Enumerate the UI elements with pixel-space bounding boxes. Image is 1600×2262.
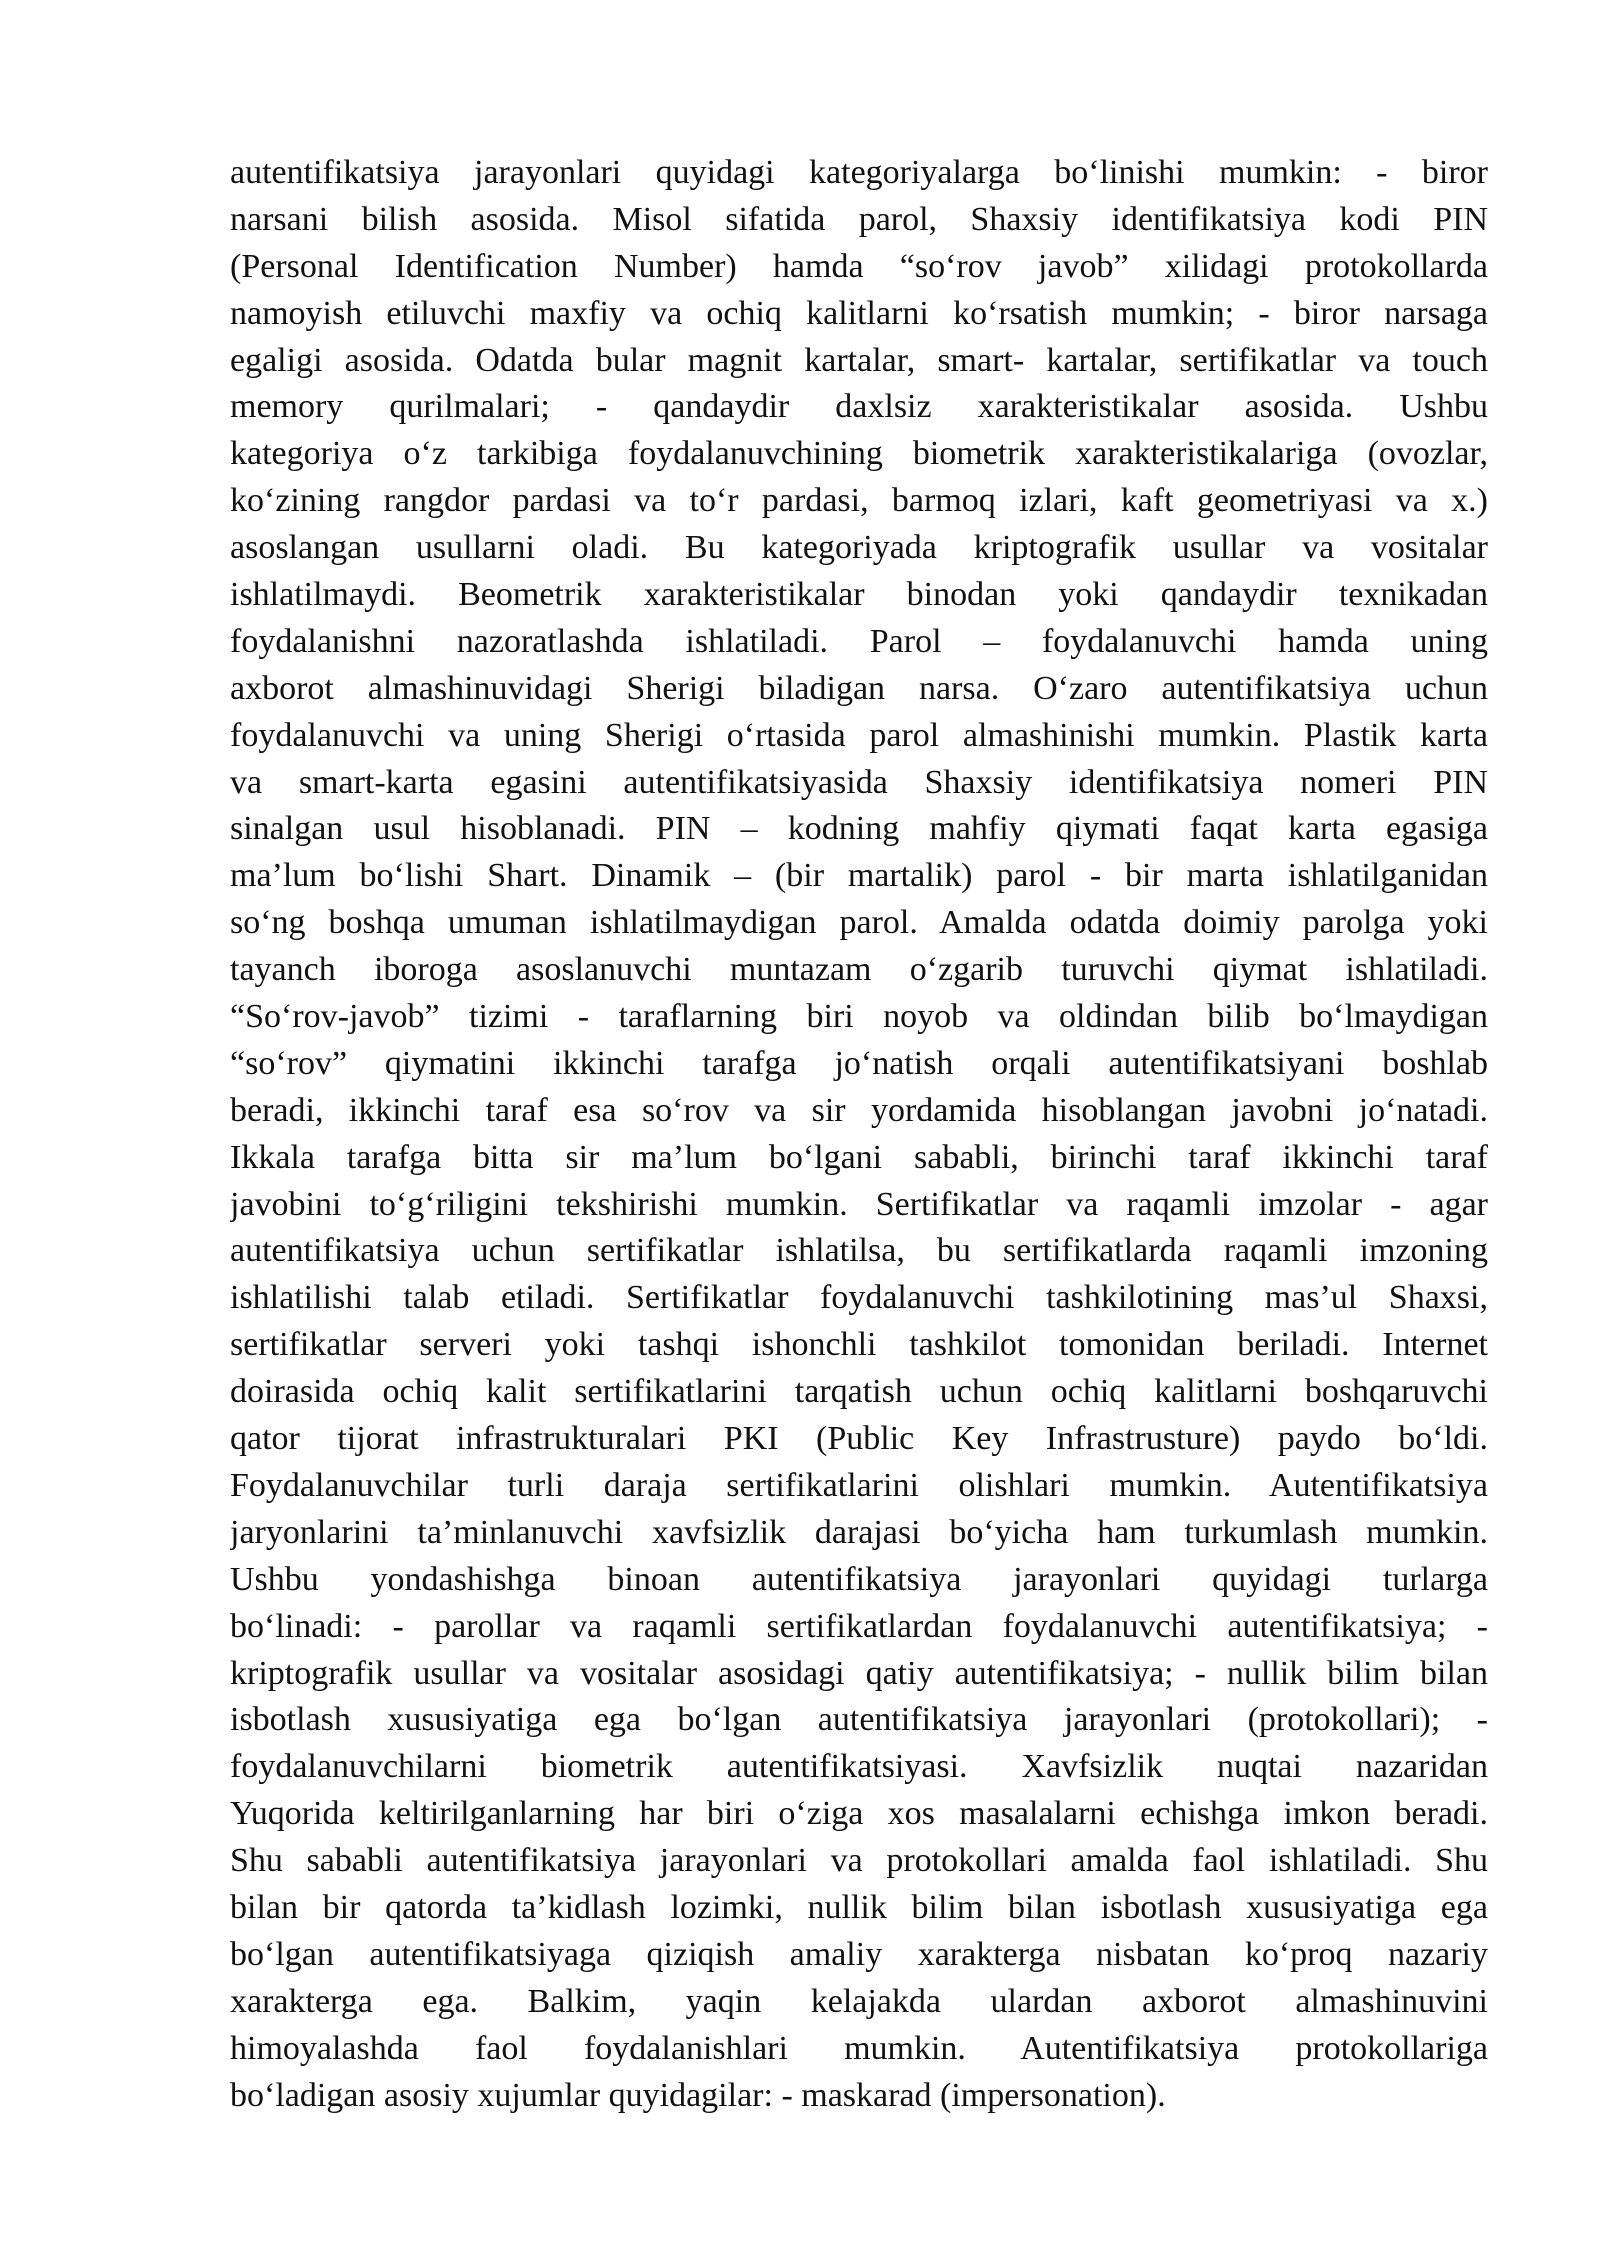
text-line: “So‘rov-javob” tizimi - taraflarning biri noyob va oldindan bilib bo‘lmaydigan	[230, 998, 1488, 1036]
text-line: ishlatilmaydi. Beometrik xarakteristikalar binodan yoki qandaydir texnikadan	[230, 576, 1488, 614]
text-line: namoyish etiluvchi maxfiy va ochiq kalitlarni ko‘rsatish mumkin; - biror narsaga	[230, 294, 1488, 332]
text-line: memory qurilmalari; - qandaydir daxlsiz xarakteristikalar asosida. Ushbu	[230, 388, 1488, 426]
body-paragraph	[230, 150, 1488, 2119]
text-line: va smart-karta egasini autentifikatsiyasida Shaxsiy identifikatsiya nomeri PIN	[230, 763, 1488, 801]
text-line: foydalanishni nazoratlashda ishlatiladi. Parol – foydalanuvchi hamda uning	[230, 622, 1488, 660]
text-line: Foydalanuvchilar turli daraja sertifikatlarini olishlari mumkin. Autentifikatsiya	[230, 1466, 1488, 1504]
text-line: isbotlash xususiyatiga ega bo‘lgan autentifikatsiya jarayonlari (protokollari); -	[230, 1701, 1488, 1739]
text-line: bo‘linadi: - parollar va raqamli sertifikatlardan foydalanuvchi autentifikatsiya; -	[230, 1607, 1488, 1645]
text-line: (Personal Identification Number) hamda “so‘rov javob” xilidagi protokollarda	[230, 247, 1488, 285]
text-line: bo‘ladigan asosiy xujumlar quyidagilar: - maskarad (impersonation).	[230, 2076, 1166, 2114]
text-line: Yuqorida keltirilganlarning har biri o‘ziga xos masalalarni echishga imkon beradi.	[230, 1795, 1488, 1833]
text-line: egaligi asosida. Odatda bular magnit kartalar, smart- kartalar, sertifikatlar va touch	[230, 341, 1488, 379]
text-line: foydalanuvchilarni biometrik autentifikatsiyasi. Xavfsizlik nuqtai nazaridan	[230, 1748, 1488, 1786]
text-line: doirasida ochiq kalit sertifikatlarini tarqatish uchun ochiq kalitlarni boshqaruvchi	[230, 1373, 1488, 1411]
text-line: ma’lum bo‘lishi Shart. Dinamik – (bir martalik) parol - bir marta ishlatilganidan	[230, 857, 1488, 895]
text-line: bo‘lgan autentifikatsiyaga qiziqish amaliy xarakterga nisbatan ko‘proq nazariy	[230, 1935, 1488, 1973]
text-line: bilan bir qatorda ta’kidlash lozimki, nullik bilim bilan isbotlash xususiyatiga ega	[230, 1888, 1488, 1926]
text-line: asoslangan usullarni oladi. Bu kategoriyada kriptografik usullar va vositalar	[230, 529, 1488, 567]
text-line: kategoriya o‘z tarkibiga foydalanuvchining biometrik xarakteristikalariga (ovozlar,	[230, 435, 1488, 473]
text-line: autentifikatsiya uchun sertifikatlar ishlatilsa, bu sertifikatlarda raqamli imzoning	[230, 1232, 1488, 1270]
text-line: beradi, ikkinchi taraf esa so‘rov va sir yordamida hisoblangan javobni jo‘natadi.	[230, 1091, 1488, 1129]
text-line: Shu sababli autentifikatsiya jarayonlari va protokollari amalda faol ishlatiladi. Shu	[230, 1842, 1488, 1880]
text-line: xarakterga ega. Balkim, yaqin kelajakda ulardan axborot almashinuvini	[230, 1982, 1488, 2020]
text-line: ishlatilishi talab etiladi. Sertifikatlar foydalanuvchi tashkilotining mas’ul Shaxsi,	[230, 1279, 1488, 1317]
text-line: himoyalashda faol foydalanishlari mumkin. Autentifikatsiya protokollariga	[230, 2029, 1488, 2067]
text-line: Ushbu yondashishga binoan autentifikatsiya jarayonlari quyidagi turlarga	[230, 1560, 1488, 1598]
text-line: narsani bilish asosida. Misol sifatida parol, Shaxsiy identifikatsiya kodi PIN	[230, 200, 1488, 238]
text-line: foydalanuvchi va uning Sherigi o‘rtasida parol almashinishi mumkin. Plastik karta	[230, 716, 1488, 754]
text-line: javobini to‘g‘riligini tekshirishi mumkin. Sertifikatlar va raqamli imzolar - agar	[230, 1185, 1488, 1223]
text-line: qator tijorat infrastrukturalari PKI (Public Key Infrastrusture) paydo bo‘ldi.	[230, 1420, 1488, 1458]
text-line: jaryonlarini ta’minlanuvchi xavfsizlik darajasi bo‘yicha ham turkumlash mumkin.	[230, 1513, 1488, 1551]
text-line: axborot almashinuvidagi Sherigi biladigan narsa. O‘zaro autentifikatsiya uchun	[230, 669, 1488, 707]
text-line: so‘ng boshqa umuman ishlatilmaydigan parol. Amalda odatda doimiy parolga yoki	[230, 904, 1488, 942]
text-line: sertifikatlar serveri yoki tashqi ishonchli tashkilot tomonidan beriladi. Internet	[230, 1326, 1488, 1364]
text-line: ko‘zining rangdor pardasi va to‘r pardasi, barmoq izlari, kaft geometriyasi va x.)	[230, 482, 1488, 520]
text-line: tayanch iboroga asoslanuvchi muntazam o‘zgarib turuvchi qiymat ishlatiladi.	[230, 951, 1488, 989]
text-line: sinalgan usul hisoblanadi. PIN – kodning mahfiy qiymati faqat karta egasiga	[230, 810, 1488, 848]
text-line: kriptografik usullar va vositalar asosidagi qatiy autentifikatsiya; - nullik bilim bilan	[230, 1654, 1488, 1692]
text-line: autentifikatsiya jarayonlari quyidagi kategoriyalarga bo‘linishi mumkin: - biror	[230, 154, 1488, 191]
text-line: Ikkala tarafga bitta sir ma’lum bo‘lgani sababli, birinchi taraf ikkinchi taraf	[230, 1138, 1488, 1176]
text-line: “so‘rov” qiymatini ikkinchi tarafga jo‘natish orqali autentifikatsiyani boshlab	[230, 1044, 1488, 1082]
